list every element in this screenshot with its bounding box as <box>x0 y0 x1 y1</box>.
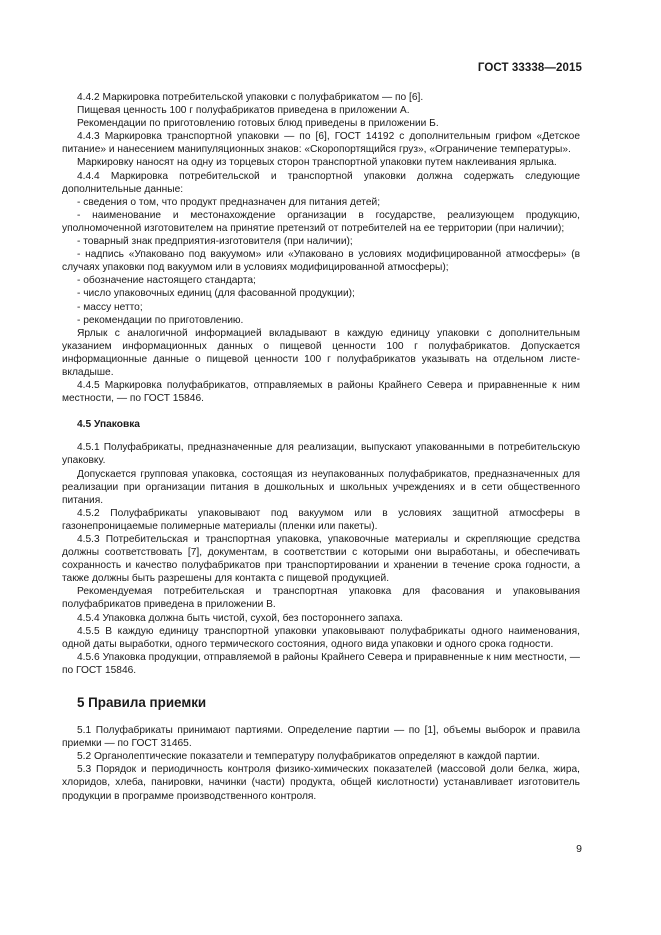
paragraph: 4.5.4 Упаковка должна быть чистой, сухой, без постороннего запаха. <box>77 612 403 624</box>
subsection-heading: 4.5 Упаковка <box>77 419 140 431</box>
paragraph: 4.5.3 Потребительская и транспортная упаковка, упаковочные материалы и скрепляющие средства должны соответствовать [7], документам, в соответствии с которыми они выработаны, и обеспечивать сохранность и качество полуфабрикатов при транспортировании и хранении в течение срока годности, а также должны быть разрешены для контакта с пищевой продукцией. <box>62 534 580 585</box>
paragraph: 4.4.2 Маркировка потребительской упаковки с полуфабрикатом — по [6]. <box>77 92 424 103</box>
paragraph: 4.5.6 Упаковка продукции, отправляемой в районы Крайнего Севера и приравненные к ним местности, — по ГОСТ 15846. <box>62 651 580 676</box>
list-item: - наименование и местонахождение организации в государстве, реализующем продукцию, уполномоченной изготовителем на принятие претензий от потребителей на ее территории (при наличии); <box>62 209 580 234</box>
paragraph: Рекомендации по приготовлению готовых блюд приведены в приложении Б. <box>77 118 439 130</box>
paragraph: 5.3 Порядок и периодичность контроля физико-химических показателей (массовой доли белка, жира, хлоридов, хлеба, панировки, начинки (части) продукта, общей кислотности) устанавливает изготовитель продукции в программе производственного контроля. <box>62 764 580 802</box>
list-item: - число упаковочных единиц (для фасованной продукции); <box>77 288 355 300</box>
paragraph: Ярлык с аналогичной информацией вкладывают в каждую единицу упаковки с дополнительным указанием информационных данных о пищевой ценности 100 г полуфабрикатов. Допускается информационные данные о пищевой ценности 100 г полуфабрикатов указывать на отдельном листе-вкладыше. <box>62 327 580 378</box>
paragraph: 4.4.4 Маркировка потребительской и транспортной упаковки должна содержать следующие дополнительные данные: <box>62 170 580 195</box>
paragraph: 4.5.2 Полуфабрикаты упаковывают под вакуумом или в условиях защитной атмосферы в газонепроницаемые полимерные материалы (пленки или пакеты). <box>62 507 580 532</box>
paragraph: 5.1 Полуфабрикаты принимают партиями. Определение партии — по [1], объемы выборок и правила приемки — по ГОСТ 31465. <box>62 725 580 750</box>
paragraph: 4.5.1 Полуфабрикаты, предназначенные для реализации, выпускают упакованными в потребительскую упаковку. <box>62 442 580 467</box>
paragraph: Рекомендуемая потребительская и транспортная упаковка для фасования и упаковывания полуфабрикатов приведена в приложении В. <box>62 586 580 611</box>
list-item: - рекомендации по приготовлению. <box>77 314 244 326</box>
paragraph: Пищевая ценность 100 г полуфабрикатов приведена в приложении А. <box>77 105 410 117</box>
list-item: - товарный знак предприятия-изготовителя (при наличии); <box>77 236 353 248</box>
paragraph: 4.4.5 Маркировка полуфабрикатов, отправляемых в районы Крайнего Севера и приравненные к ним местности, — по ГОСТ 15846. <box>62 380 580 405</box>
list-item: - сведения о том, что продукт предназначен для питания детей; <box>77 196 381 208</box>
paragraph: Маркировку наносят на одну из торцевых сторон транспортной упаковки путем наклеивания ярлыка. <box>77 157 557 169</box>
list-item: - обозначение настоящего стандарта; <box>77 275 256 287</box>
paragraph: Допускается групповая упаковка, состоящая из неупакованных полуфабрикатов, предназначенных для реализации при организации питания в дошкольных и школьных учреждениях и в сети общественного питания. <box>62 468 580 506</box>
paragraph: 5.2 Органолептические показатели и температуру полуфабрикатов определяют в каждой партии. <box>77 751 540 763</box>
paragraph: 4.4.3 Маркировка транспортной упаковки — по [6], ГОСТ 14192 с дополнительным грифом «Детское питание» и нанесением манипуляционных знаков: «Скоропортящийся груз», «Ограничение температуры». <box>62 131 580 156</box>
document-header: ГОСТ 33338—2015 <box>477 62 582 74</box>
list-item: - массу нетто; <box>77 301 143 313</box>
paragraph: 4.5.5 В каждую единицу транспортной упаковки упаковывают полуфабрикаты одного наименования, одной даты выработки, одного термического состояния, одного вида упаковки и одного срока годности. <box>62 625 580 650</box>
page-number: 9 <box>576 843 582 855</box>
list-item: - надпись «Упаковано под вакуумом» или «Упаковано в условиях модифицированной атмосферы» (в случаях упаковки под вакуумом или в условиях модифицированной атмосферы); <box>62 249 580 274</box>
section-heading: 5 Правила приемки <box>77 695 207 711</box>
page-body <box>62 91 580 803</box>
